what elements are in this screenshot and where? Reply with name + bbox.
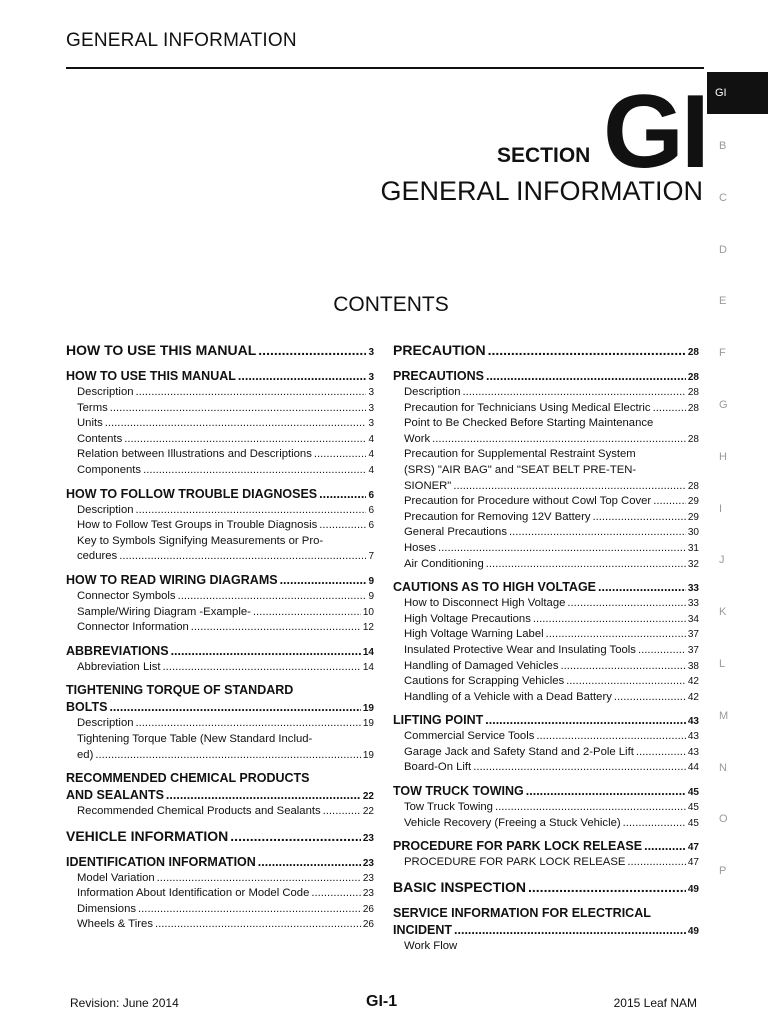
- toc-entry[interactable]: [393, 542, 699, 558]
- toc-entry-label: High Voltage Warning Label: [404, 628, 544, 641]
- toc-entry[interactable]: [393, 495, 699, 511]
- leader-dots: [593, 511, 686, 523]
- page-number: 3: [368, 347, 374, 358]
- page-number: 32: [687, 558, 699, 570]
- section-tab-b[interactable]: B: [719, 140, 727, 152]
- page-number: 3: [368, 372, 374, 383]
- page-number: 12: [362, 622, 374, 634]
- leader-dots: [191, 621, 361, 633]
- page-number: 45: [687, 802, 699, 814]
- leader-dots: [110, 402, 367, 414]
- page-number: 29: [687, 496, 699, 508]
- toc-entry[interactable]: [66, 918, 374, 934]
- toc-group: [66, 487, 374, 566]
- page-number: 47: [687, 842, 699, 854]
- leader-dots: [546, 628, 686, 640]
- toc-entry[interactable]: [66, 590, 374, 606]
- section-tab-j[interactable]: J: [719, 554, 725, 567]
- page-number: 3: [368, 402, 374, 414]
- leader-dots: [561, 660, 686, 672]
- toc-entry[interactable]: [66, 805, 374, 821]
- page-number: 26: [362, 903, 374, 915]
- toc-entry[interactable]: [393, 402, 699, 418]
- page-number: 42: [687, 676, 699, 688]
- toc-entry[interactable]: [393, 433, 699, 449]
- page-number: 22: [362, 791, 374, 803]
- leader-dots: [166, 788, 361, 802]
- page-number: 3: [368, 387, 374, 398]
- page-number: 29: [687, 511, 699, 523]
- toc-entry[interactable]: [66, 872, 374, 888]
- page-number: 4: [368, 464, 374, 476]
- toc-entry-label: Hoses: [404, 541, 437, 554]
- toc-entry[interactable]: [66, 606, 374, 622]
- page-number: 47: [687, 857, 699, 869]
- toc-entry[interactable]: [393, 597, 699, 613]
- toc-entry[interactable]: [393, 691, 699, 707]
- toc-entry-label: Point to Be Checked Before Starting Maintenance: [404, 417, 654, 430]
- toc-heading[interactable]: [66, 342, 374, 362]
- toc-heading[interactable]: [66, 828, 374, 848]
- toc-entry-label: Key to Symbols Signifying Measurements or Pro-: [77, 534, 324, 547]
- page-number: 28: [687, 387, 699, 398]
- section-label: SECTION: [497, 144, 591, 167]
- leader-dots: [638, 644, 686, 656]
- page-number: 14: [362, 661, 374, 673]
- toc-group: [393, 580, 699, 706]
- page-number: 44: [687, 762, 699, 774]
- toc-entry-label: Handling of a Vehicle with a Dead Battery: [404, 690, 612, 703]
- toc-heading[interactable]: [66, 487, 374, 504]
- leader-dots: [136, 386, 367, 398]
- toc-heading-label: PROCEDURE FOR PARK LOCK RELEASE: [393, 839, 643, 854]
- toc-heading-continuation[interactable]: [393, 923, 699, 940]
- toc-entry-label: Model Variation: [77, 871, 155, 884]
- leader-dots: [463, 386, 686, 398]
- toc-entry-label: Air Conditioning: [404, 557, 484, 570]
- toc-entry[interactable]: [393, 480, 699, 496]
- toc-entry[interactable]: [66, 887, 374, 903]
- toc-left-column: [66, 342, 374, 941]
- section-tab-d[interactable]: D: [719, 243, 727, 256]
- page-number: 30: [687, 527, 699, 539]
- leader-dots: [119, 550, 366, 562]
- section-code: GI: [603, 74, 707, 190]
- leader-dots: [253, 606, 361, 618]
- section-tab-l[interactable]: L: [719, 657, 726, 670]
- toc-entry[interactable]: [66, 733, 374, 749]
- toc-entry-label: Garage Jack and Safety Stand and 2-Pole Lift: [404, 745, 634, 758]
- toc-entry-label: Abbreviation List: [77, 660, 161, 673]
- toc-group: [66, 369, 374, 480]
- leader-dots: [533, 613, 686, 625]
- page-number: 49: [687, 925, 699, 937]
- leader-dots: [614, 691, 686, 703]
- page-number: 28: [687, 347, 699, 358]
- leader-dots: [323, 805, 361, 817]
- leader-dots: [258, 342, 366, 358]
- toc-entry-label: Cautions for Scrapping Vehicles: [404, 675, 565, 688]
- page-number: 14: [362, 646, 374, 658]
- page-number: 45: [687, 817, 699, 829]
- toc-heading[interactable]: [393, 784, 699, 801]
- toc-heading-label: LIFTING POINT: [393, 713, 484, 728]
- leader-dots: [567, 597, 685, 609]
- toc-entry[interactable]: [393, 761, 699, 777]
- toc-entry-label: General Precautions: [404, 526, 507, 539]
- toc-group: [393, 839, 699, 872]
- toc-entry-label: Information About Identification or Model Code: [77, 887, 310, 900]
- leader-dots: [138, 903, 361, 915]
- toc-group: [393, 784, 699, 832]
- header-rule: [66, 67, 704, 69]
- section-tab-h[interactable]: H: [719, 450, 727, 463]
- toc-entry-label: Dimensions: [77, 902, 137, 915]
- toc-entry[interactable]: [393, 448, 699, 464]
- toc-group: [393, 369, 699, 573]
- toc-heading-label: IDENTIFICATION INFORMATION: [66, 854, 256, 869]
- leader-dots: [636, 746, 686, 758]
- toc-group: [393, 342, 699, 362]
- toc-heading[interactable]: [393, 839, 699, 856]
- page-number: 3: [368, 418, 374, 430]
- toc-group: [66, 771, 374, 821]
- leader-dots: [319, 519, 366, 531]
- section-tab-f[interactable]: F: [719, 347, 726, 360]
- contents-title: CONTENTS: [333, 293, 449, 316]
- page-number: 49: [687, 883, 699, 895]
- leader-dots: [314, 448, 367, 460]
- toc-entry[interactable]: [66, 749, 374, 765]
- toc-entry[interactable]: [66, 448, 374, 464]
- page-number: 19: [362, 718, 374, 730]
- toc-heading-label: PRECAUTIONS: [393, 369, 484, 383]
- toc-group: [66, 855, 374, 934]
- toc-entry[interactable]: [66, 717, 374, 733]
- section-tab-m[interactable]: M: [719, 709, 729, 722]
- section-tab-e[interactable]: E: [719, 295, 727, 308]
- page-number: 43: [687, 746, 699, 758]
- section-tab-o[interactable]: O: [719, 813, 728, 826]
- toc-entry[interactable]: [393, 730, 699, 746]
- toc-heading-label: VEHICLE INFORMATION: [66, 827, 229, 844]
- toc-heading[interactable]: [66, 369, 374, 386]
- toc-entry-label: Description: [77, 717, 134, 730]
- toc-entry[interactable]: [393, 746, 699, 762]
- toc-entry[interactable]: [66, 504, 374, 520]
- page-number: 28: [687, 480, 699, 492]
- toc-entry-label: Commercial Service Tools: [404, 730, 535, 743]
- toc-entry-label: Connector Symbols: [77, 589, 176, 602]
- toc-entry[interactable]: [66, 661, 374, 677]
- toc-entry-label: Precaution for Technicians Using Medical Electric: [404, 401, 651, 414]
- footer-revision: Revision: June 2014: [70, 996, 179, 1010]
- toc-entry[interactable]: [66, 903, 374, 919]
- leader-dots: [124, 433, 366, 445]
- leader-dots: [178, 590, 367, 602]
- footer-page-number: GI-1: [366, 993, 398, 1010]
- toc-group: [66, 683, 374, 764]
- toc-heading-label: TIGHTENING TORQUE OF STANDARD: [66, 683, 294, 698]
- toc-entry[interactable]: [66, 535, 374, 551]
- page-number: 4: [368, 449, 374, 461]
- toc-entry-label: Relation between Illustrations and Descriptions: [77, 448, 312, 461]
- section-tab-strip: [707, 72, 768, 901]
- toc-entry-label: Tow Truck Towing: [404, 801, 493, 814]
- toc-entry-label: SIONER": [404, 479, 452, 492]
- section-tab-k[interactable]: K: [719, 606, 727, 619]
- toc-heading[interactable]: [66, 573, 374, 590]
- toc-entry[interactable]: [393, 675, 699, 691]
- leader-dots: [438, 542, 686, 554]
- toc-entry-label: Contents: [77, 432, 123, 445]
- toc-entry-label: Recommended Chemical Products and Sealants: [77, 805, 321, 818]
- toc-entry[interactable]: [66, 433, 374, 449]
- leader-dots: [486, 558, 686, 570]
- section-tab-gi[interactable]: GI: [707, 72, 768, 114]
- toc-entry[interactable]: [66, 621, 374, 637]
- section-title: GENERAL INFORMATION: [380, 176, 703, 206]
- page-number: 26: [362, 919, 374, 931]
- toc-entry[interactable]: [66, 417, 374, 433]
- page-number: 7: [368, 551, 374, 563]
- toc-heading[interactable]: [66, 644, 374, 661]
- toc-entry-label: Vehicle Recovery (Freeing a Stuck Vehicle): [404, 816, 621, 829]
- section-tab-g[interactable]: G: [719, 398, 728, 411]
- leader-dots: [623, 817, 686, 829]
- section-tab-p[interactable]: P: [719, 865, 727, 878]
- leader-dots: [95, 749, 361, 761]
- leader-dots: [432, 433, 686, 445]
- page-number: 37: [687, 629, 699, 641]
- toc-entry-label: Board-On Lift: [404, 761, 472, 774]
- page-number: 33: [687, 583, 699, 595]
- page-number: 19: [362, 749, 374, 761]
- toc-entry-label: Precaution for Procedure without Cowl Top Cover: [404, 495, 652, 508]
- toc-entry[interactable]: [66, 464, 374, 480]
- toc-heading-label: SERVICE INFORMATION FOR ELECTRICAL: [393, 905, 651, 920]
- leader-dots: [653, 402, 686, 414]
- toc-heading-continuation-label: AND SEALANTS: [66, 788, 164, 803]
- toc-entry[interactable]: [393, 817, 699, 833]
- page-number: 42: [687, 691, 699, 703]
- page-number: 33: [687, 598, 699, 610]
- toc-entry[interactable]: [66, 386, 374, 402]
- toc-entry[interactable]: [393, 856, 699, 872]
- toc-entry[interactable]: [393, 801, 699, 817]
- leader-dots: [258, 855, 361, 869]
- toc-entry-label: Connector Information: [77, 621, 189, 634]
- toc-group: [66, 644, 374, 677]
- toc-right-column: [393, 342, 699, 962]
- toc-entry[interactable]: [393, 526, 699, 542]
- page-number: 23: [362, 832, 374, 844]
- toc-heading-label: RECOMMENDED CHEMICAL PRODUCTS: [66, 771, 310, 786]
- section-tab-n[interactable]: N: [719, 761, 727, 774]
- toc-entry-label: Sample/Wiring Diagram -Example-: [77, 605, 251, 618]
- page-number: 31: [687, 542, 699, 554]
- toc-heading[interactable]: [393, 906, 699, 923]
- leader-dots: [163, 661, 361, 673]
- leader-dots: [171, 644, 361, 658]
- toc-entry-label: Tightening Torque Table (New Standard Includ-: [77, 732, 313, 745]
- leader-dots: [495, 801, 686, 813]
- toc-entry-label: Insulated Protective Wear and Insulating Tools: [404, 643, 636, 656]
- page-number: 34: [687, 613, 699, 625]
- toc-entry-label: Precaution for Removing 12V Battery: [404, 510, 591, 523]
- leader-dots: [109, 700, 360, 714]
- leader-dots: [319, 487, 366, 501]
- toc-entry-label: ed): [77, 748, 94, 761]
- page-number: 4: [368, 433, 374, 445]
- toc-heading-continuation[interactable]: [66, 788, 374, 805]
- toc-entry-label: cedures: [77, 550, 118, 563]
- toc-entry[interactable]: [66, 519, 374, 535]
- toc-entry-label: Terms: [77, 401, 108, 414]
- page-number: 6: [368, 504, 374, 516]
- leader-dots: [528, 879, 686, 895]
- toc-entry-label: Handling of Damaged Vehicles: [404, 659, 559, 672]
- leader-dots: [136, 717, 361, 729]
- toc-entry[interactable]: [393, 940, 699, 956]
- toc-heading[interactable]: [66, 683, 374, 700]
- toc-entry-label: How to Disconnect High Voltage: [404, 597, 566, 610]
- toc-heading-label: HOW TO FOLLOW TROUBLE DIAGNOSES: [66, 486, 318, 501]
- toc-entry[interactable]: [393, 386, 699, 402]
- toc-heading[interactable]: [393, 713, 699, 730]
- toc-group: [393, 713, 699, 777]
- leader-dots: [454, 923, 686, 937]
- toc-heading-label: CAUTIONS AS TO HIGH VOLTAGE: [393, 580, 597, 595]
- page-number: 23: [362, 857, 374, 869]
- leader-dots: [488, 342, 686, 358]
- page-number: 9: [368, 590, 374, 602]
- toc-entry-label: Description: [77, 386, 134, 398]
- leader-dots: [105, 417, 367, 429]
- leader-dots: [644, 839, 686, 853]
- leader-dots: [155, 918, 361, 930]
- section-tab-i[interactable]: I: [719, 502, 723, 515]
- toc-heading[interactable]: [66, 855, 374, 872]
- toc-entry-label: Units: [77, 417, 103, 430]
- toc-entry-label: Wheels & Tires: [77, 918, 153, 931]
- leader-dots: [473, 761, 686, 773]
- leader-dots: [311, 887, 361, 899]
- leader-dots: [627, 856, 685, 868]
- leader-dots: [136, 504, 367, 516]
- toc-entry[interactable]: [393, 417, 699, 433]
- toc-entry-label: Description: [404, 386, 461, 398]
- toc-entry[interactable]: [393, 660, 699, 676]
- toc-entry[interactable]: [393, 558, 699, 574]
- toc-heading-label: BASIC INSPECTION: [393, 878, 527, 895]
- toc-entry[interactable]: [393, 644, 699, 660]
- leader-dots: [509, 526, 686, 538]
- toc-heading[interactable]: [393, 342, 699, 362]
- page-number: 10: [362, 606, 374, 618]
- page-number: 28: [687, 433, 699, 445]
- toc-entry-label: Precaution for Supplemental Restraint System: [404, 448, 636, 461]
- leader-dots: [526, 784, 686, 798]
- leader-dots: [536, 730, 686, 742]
- toc-heading-label: PRECAUTION: [393, 342, 486, 358]
- toc-heading[interactable]: [393, 369, 699, 386]
- toc-entry-label: Components: [77, 463, 142, 476]
- leader-dots: [598, 580, 686, 594]
- leader-dots: [157, 872, 361, 884]
- toc-entry[interactable]: [393, 613, 699, 629]
- toc-entry[interactable]: [66, 402, 374, 418]
- leader-dots: [486, 369, 686, 383]
- toc-heading-label: TOW TRUCK TOWING: [393, 784, 524, 799]
- toc-heading[interactable]: [66, 771, 374, 788]
- section-tab-c[interactable]: C: [719, 191, 727, 204]
- page-number: 43: [687, 731, 699, 743]
- toc-heading-label: HOW TO USE THIS MANUAL: [66, 369, 236, 383]
- leader-dots: [230, 828, 361, 844]
- toc-entry[interactable]: [66, 550, 374, 566]
- toc-group: [66, 573, 374, 637]
- leader-dots: [653, 495, 686, 507]
- leader-dots: [280, 573, 367, 587]
- toc-heading-label: HOW TO USE THIS MANUAL: [66, 342, 257, 358]
- toc-entry-label: Work: [404, 432, 431, 445]
- footer-model: 2015 Leaf NAM: [613, 996, 697, 1010]
- toc-group: [393, 906, 699, 956]
- page-number: 6: [368, 489, 374, 501]
- toc-group: [66, 342, 374, 362]
- toc-heading-label: ABBREVIATIONS: [66, 643, 169, 658]
- toc-heading-continuation-label: INCIDENT: [393, 922, 453, 937]
- page-number: 43: [687, 716, 699, 728]
- leader-dots: [485, 713, 686, 727]
- page-number: 9: [368, 575, 374, 587]
- toc-entry-label: High Voltage Precautions: [404, 612, 531, 625]
- page-header-title: GENERAL INFORMATION: [66, 30, 297, 51]
- toc-entry[interactable]: [393, 464, 699, 480]
- page-number: 23: [362, 872, 374, 884]
- toc-entry-label: Description: [77, 503, 134, 516]
- toc-group: [66, 828, 374, 848]
- page-number: 45: [687, 787, 699, 799]
- toc-heading-label: HOW TO READ WIRING DIAGRAMS: [66, 572, 278, 587]
- page-number: 19: [362, 703, 374, 715]
- toc-entry-label: Work Flow: [404, 939, 458, 952]
- page-number: 22: [362, 806, 374, 818]
- toc-entry[interactable]: [393, 628, 699, 644]
- toc-heading-continuation-label: BOLTS: [66, 700, 108, 715]
- leader-dots: [566, 675, 686, 687]
- page-number: 38: [687, 660, 699, 672]
- page-number: 6: [368, 520, 374, 532]
- toc-entry-label: How to Follow Test Groups in Trouble Diagnosis: [77, 519, 318, 532]
- page-number: 37: [687, 644, 699, 656]
- toc-heading[interactable]: [393, 580, 699, 597]
- leader-dots: [143, 464, 366, 476]
- toc-heading[interactable]: [393, 879, 699, 899]
- leader-dots: [453, 480, 686, 492]
- page-number: 28: [687, 372, 699, 383]
- page-number: 28: [687, 402, 699, 414]
- toc-entry-label: (SRS) "AIR BAG" and "SEAT BELT PRE-TEN-: [404, 463, 637, 476]
- toc-entry-label: PROCEDURE FOR PARK LOCK RELEASE: [404, 856, 626, 869]
- toc-entry[interactable]: [393, 511, 699, 527]
- toc-heading-continuation[interactable]: [66, 700, 374, 717]
- leader-dots: [238, 369, 367, 383]
- page-number: 23: [362, 888, 374, 900]
- toc-group: [393, 879, 699, 899]
